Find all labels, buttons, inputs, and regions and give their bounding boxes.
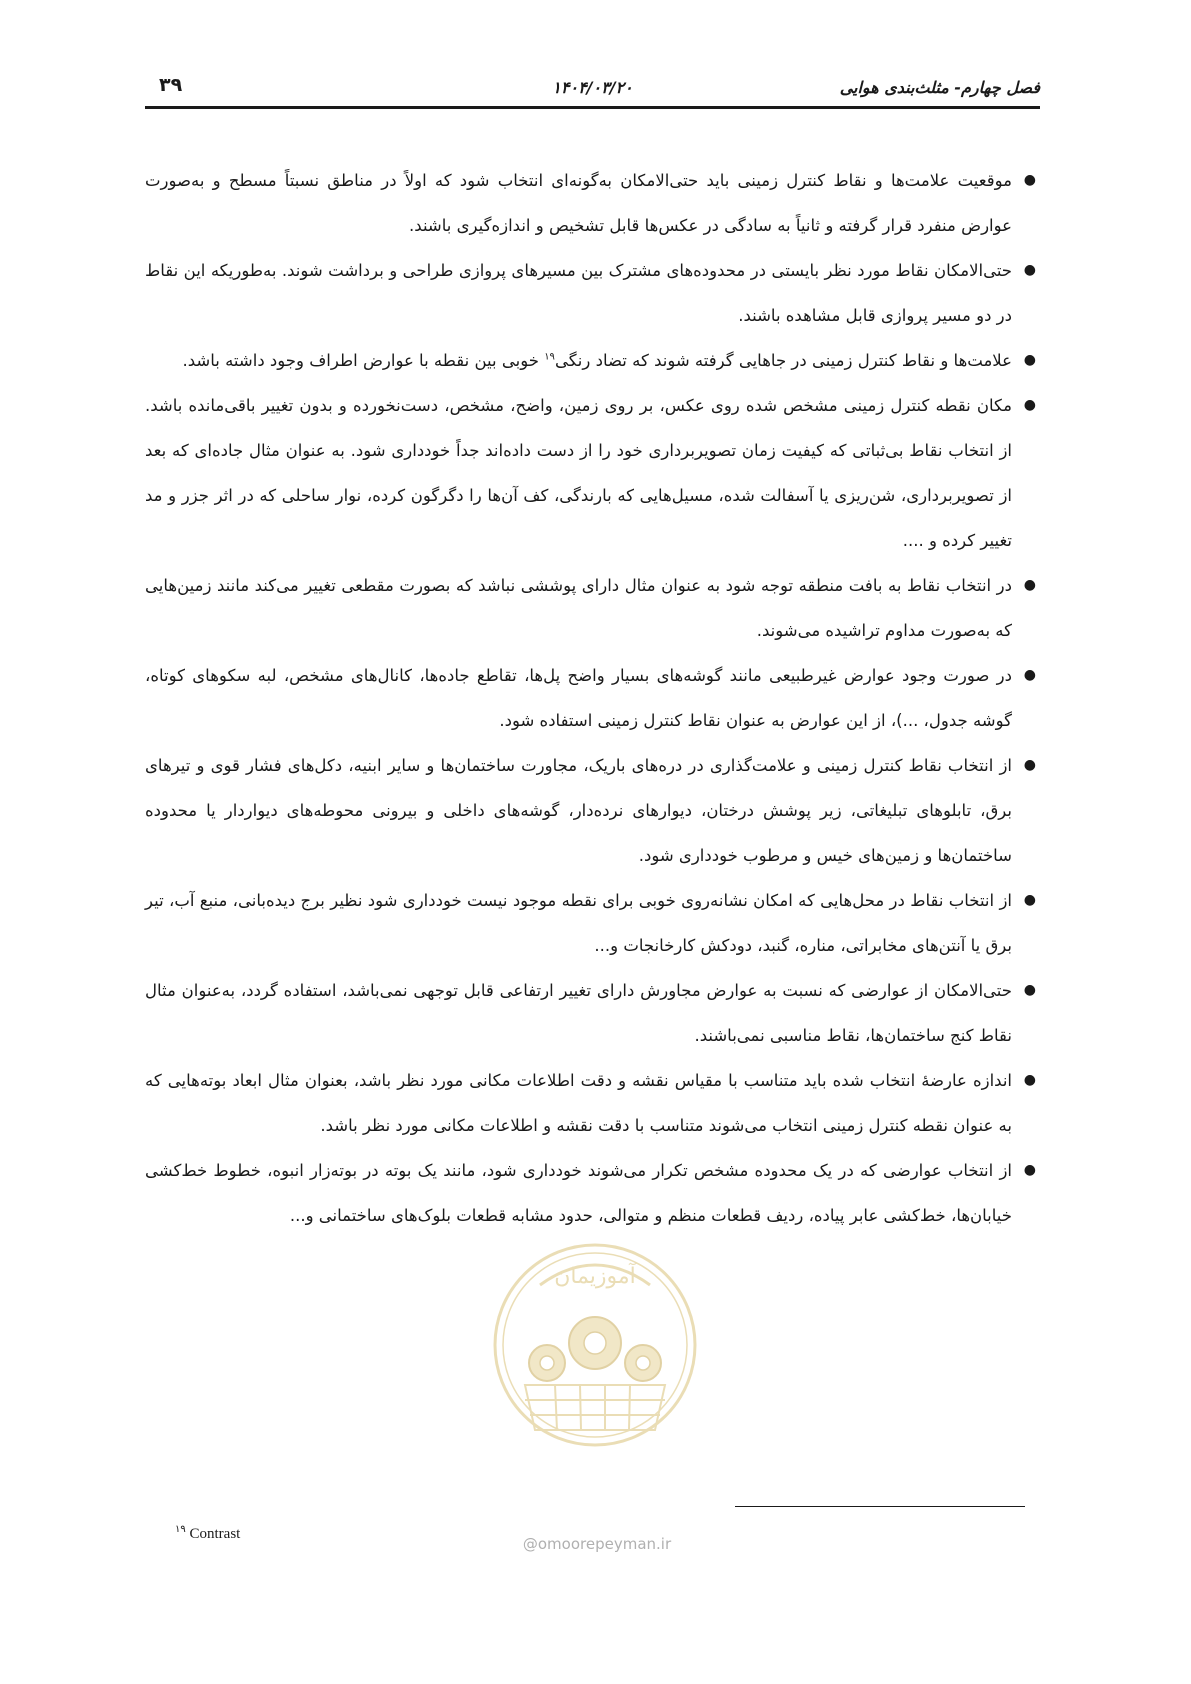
footnote-text: Contrast <box>189 1526 241 1542</box>
bullet-icon: ● <box>1023 757 1036 773</box>
bullet-item <box>145 1148 1040 1238</box>
page-header <box>145 72 1040 109</box>
bullet-icon: ● <box>1023 982 1036 998</box>
page-body <box>145 158 1040 1238</box>
bullet-item <box>145 653 1040 743</box>
bullet-icon: ● <box>1023 667 1036 683</box>
bullet-icon: ● <box>1023 577 1036 593</box>
bullet-item <box>145 338 1040 383</box>
bullet-text: از انتخاب نقاط کنترل زمینی و علامت‌گذاری در دره‌های باریک، مجاورت ساختمان‌ها و سایر ابنیه، دکل‌های فشار قوی و تیرهای برق، تابلوهای تبلیغاتی، زیر پوشش درختان، دیوارهای نرده‌دار، گوشه‌های داخلی و بیرونی محوطه‌های دیواردار یا محدوده ساختمان‌ها و زمین‌های خیس و مرطوب خودداری شود. <box>145 756 1012 865</box>
bullet-text: خوبی بین نقطه با عوارض اطراف وجود داشته باشد. <box>182 351 545 370</box>
bullet-icon: ● <box>1023 172 1036 188</box>
bullet-item <box>145 968 1040 1058</box>
bullet-icon: ● <box>1023 352 1036 368</box>
bullet-icon: ● <box>1023 397 1036 413</box>
bullet-list <box>145 158 1040 1238</box>
footnote-reference[interactable]: ۱۹ <box>544 351 555 363</box>
bullet-icon: ● <box>1023 892 1036 908</box>
bullet-item <box>145 158 1040 248</box>
chapter-title: فصل چهارم- مثلث‌بندی هوایی <box>839 78 1040 97</box>
bullet-text: موقعیت علامت‌ها و نقاط کنترل زمینی باید حتی‌الامکان به‌گونه‌ای انتخاب شود که اولاً در مناطق نسبتاً مسطح و به‌صورت عوارض منفرد قرار گرفته و ثانیاً به سادگی در عکس‌ها قابل تشخیص و اندازه‌گیری باشند. <box>145 171 1012 235</box>
bullet-item <box>145 248 1040 338</box>
bullet-icon: ● <box>1023 1072 1036 1088</box>
watermark-url: @omoorepeyman.ir <box>522 1535 672 1553</box>
bullet-text: در صورت وجود عوارض غیرطبیعی مانند گوشه‌های بسیار واضح پل‌ها، تقاطع جاده‌ها، کانال‌های مشخص، لبه سکوهای کوتاه، گوشه جدول، ...)، از این عوارض به عنوان نقاط کنترل زمینی استفاده شود. <box>145 666 1012 730</box>
bullet-item <box>145 383 1040 563</box>
footnote-number: ۱۹ <box>175 1524 186 1535</box>
bullet-text: مکان نقطه کنترل زمینی مشخص شده روی عکس، بر روی زمین، واضح، مشخص، دست‌نخورده و بدون تغییر باقی‌مانده باشد. از انتخاب نقاط بی‌ثباتی که کیفیت زمان تصویربرداری خود را از دست داده‌اند جداً خودداری شود. به عنوان مثال جاده‌ای که بعد از تصویربرداری، شن‌ریزی یا آسفالت شده، مسیل‌هایی که بارندگی، کف آن‌ها را دگرگون کرده، نوار ساحلی که در اثر جزر و مد تغییر کرده و .... <box>145 396 1012 550</box>
bullet-text: اندازه عارضهٔ انتخاب شده باید متناسب با مقیاس نقشه و دقت اطلاعات مکانی مورد نظر باشد، بعنوان مثال ابعاد بوته‌هایی که به عنوان نقطه کنترل زمینی انتخاب می‌شوند متناسب با دقت نقشه و اطلاعات مکانی مورد نظر باشد. <box>145 1071 1012 1135</box>
bullet-icon: ● <box>1023 262 1036 278</box>
bullet-text: از انتخاب نقاط در محل‌هایی که امکان نشانه‌روی خوبی برای نقطه موجود نیست خودداری شود نظیر برج دیده‌بانی، منبع آب، تیر برق یا آنتن‌های مخابراتی، مناره، گنبد، دودکش کارخانجات و... <box>145 891 1012 955</box>
footnote-divider <box>735 1506 1025 1507</box>
bullet-text: حتی‌الامکان نقاط مورد نظر بایستی در محدوده‌های مشترک بین مسیرهای پروازی طراحی و برداشت شوند. به‌طوریکه این نقاط در دو مسیر پروازی قابل مشاهده باشند. <box>145 261 1012 325</box>
watermark-text: آموزیمان <box>554 1264 636 1289</box>
bullet-item <box>145 878 1040 968</box>
bullet-item <box>145 1058 1040 1148</box>
bullet-item <box>145 743 1040 878</box>
bullet-text: در انتخاب نقاط به بافت منطقه توجه شود به عنوان مثال دارای پوششی نباشد که بصورت مقطعی تغییر می‌کند مانند زمین‌هایی که به‌صورت مداوم تراشیده می‌شوند. <box>145 576 1012 640</box>
header-date: ۱۴۰۴/۰۳/۲۰ <box>552 78 633 97</box>
footnote <box>175 1524 240 1543</box>
watermark-logo <box>485 1235 705 1465</box>
bullet-text: حتی‌الامکان از عوارضی که نسبت به عوارض مجاورش دارای تغییر ارتفاعی قابل توجهی نمی‌باشد، استفاده گردد، به‌عنوان مثال نقاط کنج ساختمان‌ها، نقاط مناسبی نمی‌باشند. <box>145 981 1012 1045</box>
bullet-text: علامت‌ها و نقاط کنترل زمینی در جاهایی گرفته شوند که تضاد رنگی <box>554 351 1012 370</box>
bullet-icon: ● <box>1023 1162 1036 1178</box>
bullet-text: از انتخاب عوارضی که در یک محدوده مشخص تکرار می‌شوند خودداری شود، مانند یک بوته در بوته‌زار انبوه، خطوط خط‌کشی خیابان‌ها، خط‌کشی عابر پیاده، ردیف قطعات منظم و متوالی، حدود مشابه قطعات بلوک‌های ساختمانی و... <box>145 1161 1012 1225</box>
page-number: ۳۹ <box>159 74 183 96</box>
bullet-item <box>145 563 1040 653</box>
